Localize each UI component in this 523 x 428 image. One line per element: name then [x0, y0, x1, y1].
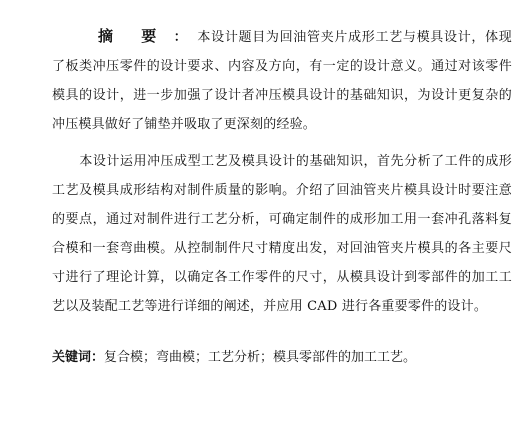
abstract-paragraph-1	[52, 22, 512, 139]
keywords-line	[52, 343, 512, 372]
abstract-heading: 摘 要	[98, 27, 168, 45]
abstract-paragraph-1-text: 本设计题目为回油管夹片成形工艺与模具设计，体现了板类冲压零件的设计要求、内容及方向，有一定的设计意义。通过对该零件模具的设计，进一步加强了设计者冲压模具设计的基础知识，为设计更复杂的冲压模具做好了铺垫并吸取了更深刻的经验。	[52, 30, 512, 132]
keywords-label: 关键词：	[52, 350, 105, 365]
keywords-items: 复合模；弯曲模；工艺分析；模具零部件的加工工艺。	[104, 350, 417, 365]
abstract-paragraph-2-text: 本设计运用冲压成型工艺及模具设计的基础知识，首先分析了工件的成形工艺及模具成形结构对制件质量的影响。介绍了回油管夹片模具设计时要注意的要点，通过对制件进行工艺分析，可确定制件的成形加工用一套冲孔落料复合模和一套弯曲模。从控制制件尺寸精度出发，对回油管夹片模具的各主要尺寸进行了理论计算，以确定各工作零件的尺寸，从模具设计到零部件的加工工艺以及装配工艺等进行详细的阐述，并应用 CAD 进行各重要零件的设计。	[52, 154, 512, 314]
abstract-heading-colon: ：	[173, 30, 188, 45]
abstract-paragraph-2	[52, 147, 512, 321]
